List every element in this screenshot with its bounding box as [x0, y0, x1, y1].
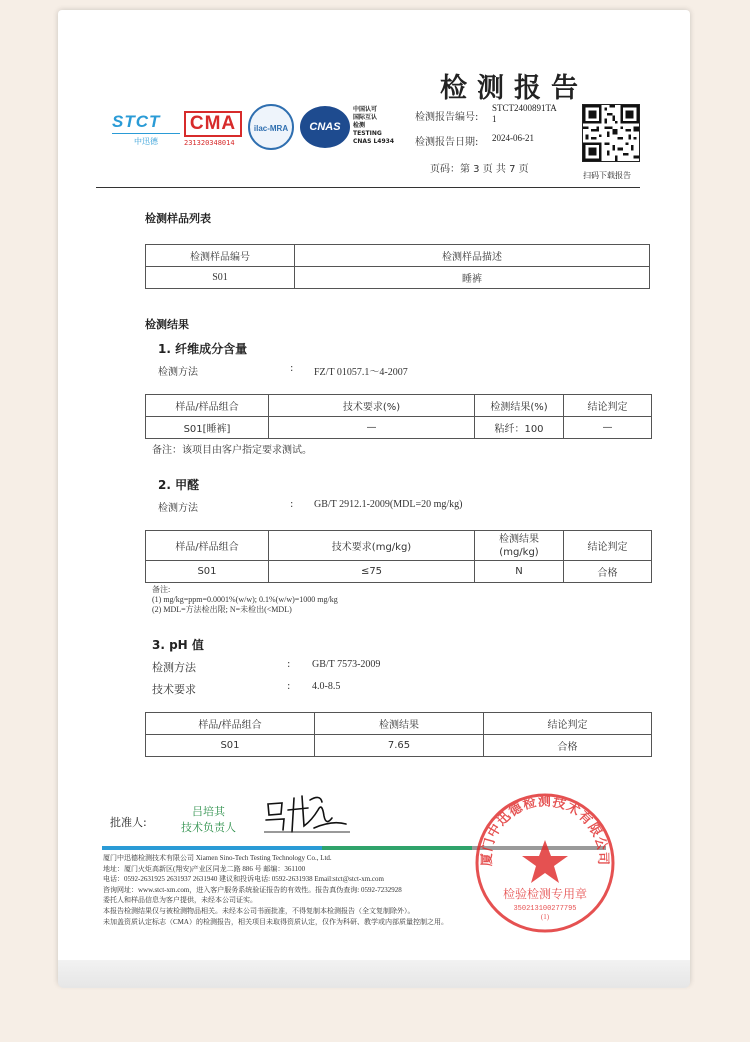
colon: :	[290, 499, 294, 510]
colon: :	[290, 363, 294, 374]
fiber-results-table	[145, 394, 652, 439]
section1-method-label: 检测方法	[158, 367, 198, 378]
table-cell: S01[睡裤]	[146, 417, 269, 439]
sample-list-heading: 检测样品列表	[145, 212, 211, 225]
table-cell: —	[564, 417, 652, 439]
stct-logo	[112, 112, 180, 147]
approver-name: 吕培其	[192, 805, 225, 818]
section1-note: 备注：该项目由客户指定要求测试。	[152, 445, 312, 456]
section2-method-value: GB/T 2912.1-2009(MDL=20 mg/kg)	[314, 499, 463, 510]
cnas-line: 中国认可	[353, 106, 378, 113]
table-row	[146, 417, 652, 439]
table-cell: 合格	[564, 561, 652, 583]
cma-logo-text: CMA	[184, 111, 242, 137]
footer-line: 委托人和样品信息为客户提供，未经本公司证实。	[103, 896, 257, 905]
table-header-cell: 结论判定	[564, 395, 652, 417]
table-header-cell: 检测结果	[315, 713, 484, 735]
footer-bar-blue	[102, 846, 322, 850]
table-header-cell: 检测样品描述	[295, 245, 650, 267]
page-number: 页码：第 3 页 共 7 页	[430, 164, 529, 175]
table-header-cell: 检测结果(%)	[475, 395, 564, 417]
approver-role: 技术负责人	[181, 821, 236, 834]
table-cell: N	[475, 561, 564, 583]
footer-line: 咨询网址：www.stct-xm.com，进入客户服务系统验证报告的有效性。报告真伪查询: 0592-7232928	[103, 885, 402, 894]
report-date-label: 检测报告日期:	[415, 137, 479, 148]
report-title: 检测报告	[440, 73, 588, 104]
table-cell: ≤75	[269, 561, 475, 583]
table-cell: —	[269, 417, 475, 439]
table-header-row	[146, 245, 650, 267]
cnas-line: TESTING	[353, 130, 382, 137]
footer-bar-green	[322, 846, 472, 850]
seal-center-text: 检验检测专用章	[502, 887, 588, 901]
footer-line: 本报告检测结果仅与被检测物品相关。未经本公司书面批准，不得复制本检测报告（全文复制除外）。	[103, 906, 415, 915]
table-cell: S01	[146, 561, 269, 583]
section3-req-value: 4.0-8.5	[312, 681, 341, 692]
cma-logo	[184, 111, 242, 147]
table-cell: 合格	[484, 735, 652, 757]
sample-list-table	[145, 244, 650, 289]
table-cell: 7.65	[315, 735, 484, 757]
page-shadow	[58, 960, 690, 988]
note-line: (2) MDL=方法检出限; N=未检出(<MDL)	[152, 605, 292, 614]
table-cell: 粘纤：100	[475, 417, 564, 439]
table-header-cell: 检测样品编号	[146, 245, 295, 267]
section3-heading: 3. pH 值	[152, 638, 204, 652]
table-header-row	[146, 713, 652, 735]
table-header-cell: 技术要求(mg/kg)	[269, 531, 475, 561]
report-no-line1: STCT2400891TA	[492, 103, 557, 113]
report-no-label: 检测报告编号:	[415, 112, 479, 123]
header-divider	[96, 187, 640, 188]
section3-req-label: 技术要求	[152, 683, 196, 696]
footer-line: 地址：厦门火炬高新区(翔安)产业区同龙二路 886 号 邮编：361100	[103, 864, 306, 873]
table-cell: S01	[146, 267, 295, 289]
cnas-logo: CNAS	[300, 106, 350, 148]
note-line: 备注:	[152, 585, 171, 594]
footer-line: 未加盖资质认定标志（CMA）的检测报告，相关项目未取得资质认定，仅作为科研、教学或内部质量控制之用。	[103, 917, 448, 926]
table-cell: 睡裤	[295, 267, 650, 289]
section2-method-label: 检测方法	[158, 503, 198, 514]
report-no-line2: 1	[492, 114, 497, 124]
ph-results-table	[145, 712, 652, 757]
seal-arc-text: 厦门中迅德检测技术有限公司	[479, 794, 611, 867]
table-header-cell: 样品/样品组合	[146, 713, 315, 735]
official-seal	[470, 788, 620, 938]
table-row	[146, 561, 652, 583]
table-header-cell: 样品/样品组合	[146, 531, 269, 561]
section2-heading: 2. 甲醛	[158, 478, 200, 492]
report-date: 2024-06-21	[492, 133, 534, 143]
table-cell: S01	[146, 735, 315, 757]
section1-method-value: FZ/T 01057.1～4-2007	[314, 367, 408, 378]
section1-heading: 1. 纤维成分含量	[158, 342, 248, 356]
cnas-text	[353, 106, 394, 146]
cnas-line: CNAS L4934	[353, 138, 395, 145]
results-heading: 检测结果	[145, 318, 189, 331]
ilac-mra-logo: ilac-MRA	[248, 104, 294, 150]
table-header-cell: 样品/样品组合	[146, 395, 269, 417]
cnas-line: 国际互认	[353, 114, 378, 121]
table-header-cell: 技术要求(%)	[269, 395, 475, 417]
seal-mark: (1)	[540, 913, 550, 921]
stct-logo-subtext: 中迅德	[112, 133, 180, 147]
stct-logo-text: STCT	[112, 112, 161, 131]
table-header-cell: 检测结果 (mg/kg)	[475, 531, 564, 561]
table-row	[146, 267, 650, 289]
approver-label: 批准人:	[110, 816, 147, 829]
colon: :	[287, 659, 291, 670]
section3-method-label: 检测方法	[152, 661, 196, 674]
seal-code: 350213100277795	[513, 905, 577, 913]
table-header-row	[146, 395, 652, 417]
cnas-line: 检测	[353, 122, 366, 129]
handwritten-signature	[262, 790, 354, 834]
table-header-cell: 结论判定	[564, 531, 652, 561]
table-row	[146, 735, 652, 757]
footer-line: 厦门中迅德检测技术有限公司 Xiamen Sino-Tech Testing Technology Co., Ltd.	[103, 854, 332, 862]
note-line: (1) mg/kg=ppm=0.0001%(w/w); 0.1%(w/w)=1000 mg/kg	[152, 595, 338, 604]
formaldehyde-results-table	[145, 530, 652, 583]
section3-method-value: GB/T 7573-2009	[312, 659, 381, 670]
approver-block	[181, 804, 236, 836]
footer-line: 电话：0592-2631925 2631937 2631940 建议和投诉电话: 0592-2631938 Email:stct@stct-xm.com	[103, 875, 384, 884]
section2-notes	[152, 585, 338, 615]
qr-caption: 扫码下载报告	[583, 171, 631, 180]
table-header-cell: 结论判定	[484, 713, 652, 735]
qr-code[interactable]	[582, 104, 640, 162]
table-header-row	[146, 531, 652, 561]
cma-number: 231320348014	[184, 139, 235, 147]
colon: :	[287, 681, 291, 692]
